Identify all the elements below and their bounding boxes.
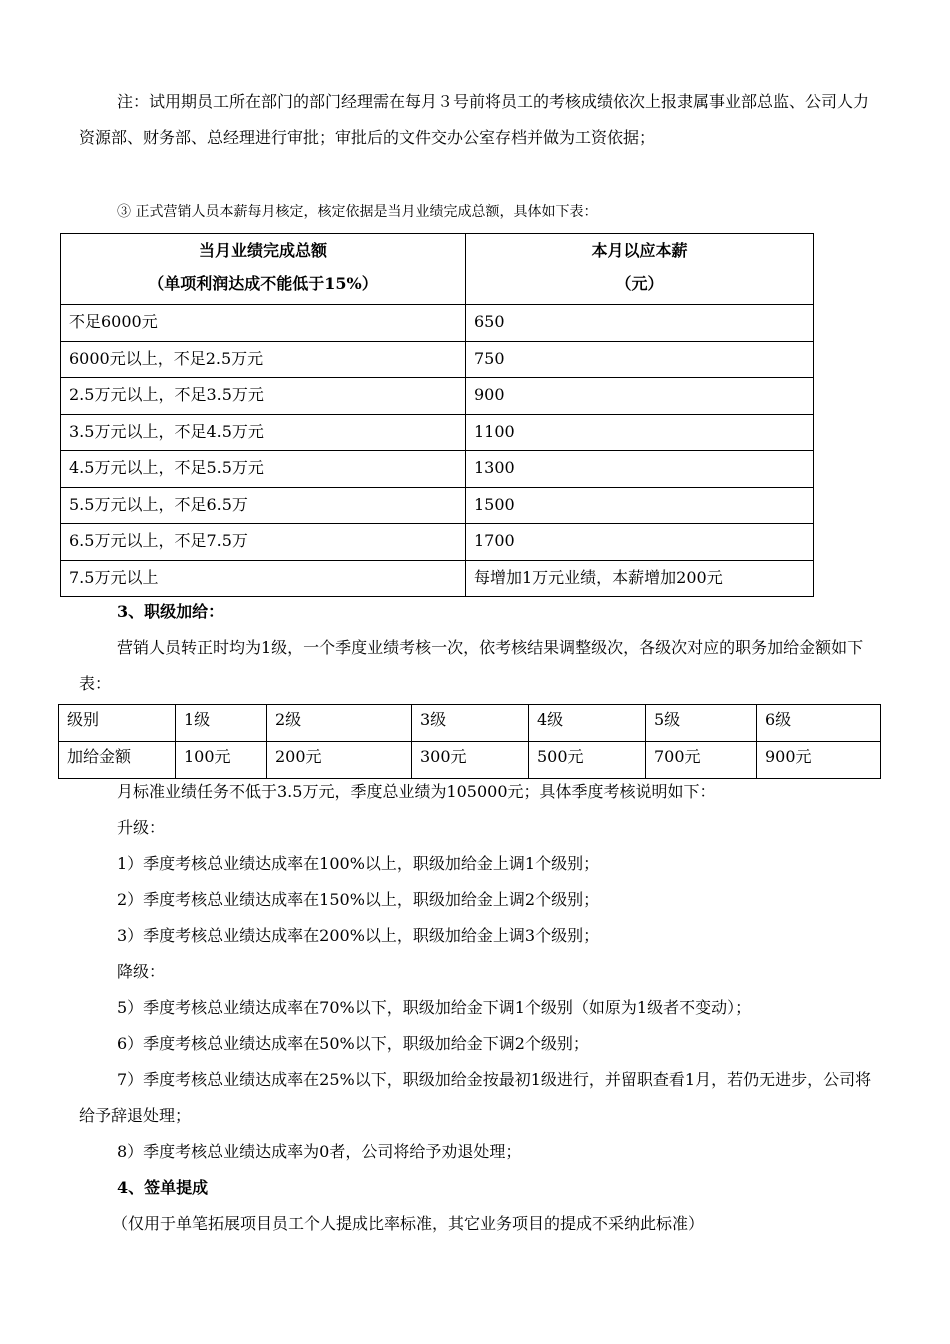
table-row (61, 451, 814, 488)
salary-cell: 650 (466, 305, 814, 342)
section4-note: （仅用于单笔拓展项目员工个人提成比率标准，其它业务项目的提成不采纳此标准） (112, 1214, 705, 1233)
range-cell: 3.5万元以上，不足4.5万元 (61, 414, 466, 451)
salary-cell: 1100 (466, 414, 814, 451)
level-cell: 3级 (412, 705, 529, 742)
header-performance (61, 234, 466, 305)
upgrade-item: 1）季度考核总业绩达成率在100%以上，职级加给金上调1个级别； (117, 854, 600, 873)
range-cell: 6.5万元以上，不足7.5万 (61, 524, 466, 561)
range-cell: 6000元以上，不足2.5万元 (61, 341, 466, 378)
header-performance-title: 当月业绩完成总额 (198, 241, 327, 260)
salary-cell: 1700 (466, 524, 814, 561)
header-performance-sub: （单项利润达成不能低于15%） (148, 274, 378, 293)
section4-title: 4、签单提成 (117, 1178, 209, 1197)
downgrade-item: 7）季度考核总业绩达成率在25%以下，职级加给金按最初1级进行，并留职查看1月，若仍无进步，公司将给予辞退处理； (79, 1070, 872, 1125)
item3-text: ③ 正式营销人员本薪每月核定，核定依据是当月业绩完成总额，具体如下表： (117, 204, 598, 220)
amount-cell: 100元 (176, 742, 267, 779)
table-row (61, 560, 814, 597)
level-cell: 6级 (757, 705, 881, 742)
salary-cell: 750 (466, 341, 814, 378)
amount-cell: 200元 (267, 742, 412, 779)
amount-cell: 500元 (529, 742, 646, 779)
salary-cell: 900 (466, 378, 814, 415)
level-cell: 2级 (267, 705, 412, 742)
downgrade-item: 6）季度考核总业绩达成率在50%以下，职级加给金下调2个级别； (117, 1034, 589, 1053)
section3-title: 3、职级加给： (117, 602, 225, 621)
table-row (61, 378, 814, 415)
salary-cell: 1500 (466, 487, 814, 524)
level-row (59, 705, 881, 742)
range-cell: 2.5万元以上，不足3.5万元 (61, 378, 466, 415)
section3-intro: 营销人员转正时均为1级，一个季度业绩考核一次，依考核结果调整级次，各级次对应的职务加给金额如下表： (79, 638, 864, 693)
level-cell: 5级 (646, 705, 757, 742)
amount-cell: 700元 (646, 742, 757, 779)
table-row (61, 305, 814, 342)
level-label-cell: 级别 (59, 705, 176, 742)
note-paragraph: 注：试用期员工所在部门的部门经理需在每月３号前将员工的考核成绩依次上报隶属事业部总监、公司人力资源部、财务部、总经理进行审批；审批后的文件交办公室存档并做为工资依据； (79, 92, 870, 147)
range-cell: 不足6000元 (61, 305, 466, 342)
upgrade-label: 升级： (117, 818, 166, 837)
range-cell: 7.5万元以上 (61, 560, 466, 597)
downgrade-item: 8）季度考核总业绩达成率为0者，公司将给予劝退处理； (117, 1142, 522, 1161)
monthly-standard: 月标准业绩任务不低于3.5万元，季度总业绩为105000元；具体季度考核说明如下： (117, 782, 716, 801)
header-salary (466, 234, 814, 305)
upgrade-item: 2）季度考核总业绩达成率在150%以上，职级加给金上调2个级别； (117, 890, 600, 909)
upgrade-item: 3）季度考核总业绩达成率在200%以上，职级加给金上调3个级别； (117, 926, 600, 945)
downgrade-item: 5）季度考核总业绩达成率在70%以下，职级加给金下调1个级别（如原为1级者不变动）； (117, 998, 752, 1017)
amount-label-cell: 加给金额 (59, 742, 176, 779)
amount-row (59, 742, 881, 779)
level-cell: 1级 (176, 705, 267, 742)
table-row (61, 341, 814, 378)
amount-cell: 300元 (412, 742, 529, 779)
downgrade-label: 降级： (117, 962, 166, 981)
table-row (61, 414, 814, 451)
salary-table (60, 233, 814, 597)
amount-cell: 900元 (757, 742, 881, 779)
salary-cell: 每增加1万元业绩，本薪增加200元 (466, 560, 814, 597)
header-salary-unit: （元） (615, 274, 664, 293)
range-cell: 4.5万元以上，不足5.5万元 (61, 451, 466, 488)
range-cell: 5.5万元以上，不足6.5万 (61, 487, 466, 524)
salary-cell: 1300 (466, 451, 814, 488)
header-salary-title: 本月以应本薪 (591, 241, 688, 260)
table-header-row (61, 234, 814, 305)
level-cell: 4级 (529, 705, 646, 742)
table-row (61, 487, 814, 524)
table-row (61, 524, 814, 561)
level-table (58, 704, 881, 779)
